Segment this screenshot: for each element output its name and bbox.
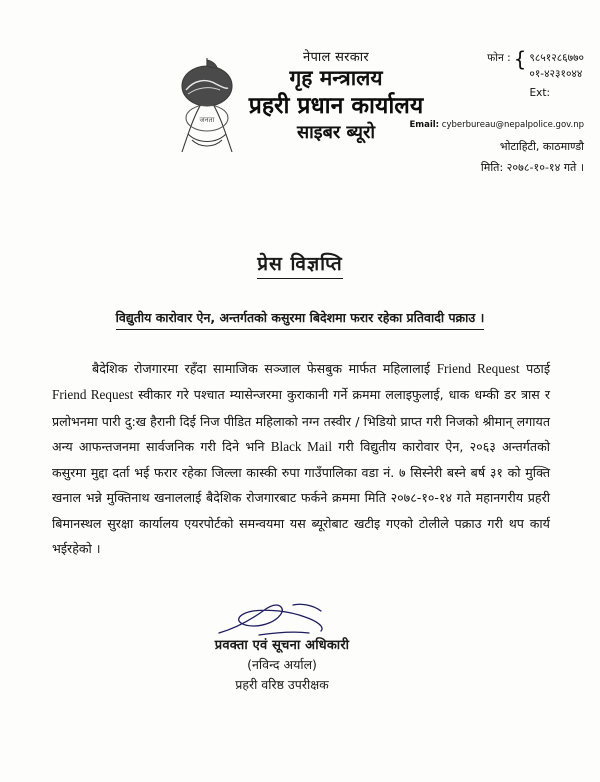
ext-label: Ext: [529,86,550,99]
body-paragraph: बैदेशिक रोजगारमा रहँदा सामाजिक सञ्जाल फेसबुक मार्फत महिलालाई Friend Request पठाई Friend Request स्वीकार गरे पश्चात म्यासेन्जरमा कुराकानी गर्ने क्रममा ललाइफुलाई, धाक धम्की डर त्रास र प्रलोभनमा पारी दु:ख हैरानी दिई निज पीडित महिलाको नग्न तस्वीर / भिडियो प्राप्त गरी निजको श्रीमान् लगायत अन्य आफन्तजनमा सार्वजनिक गरी दिने भनि Black Mail गरी विद्युतीय कारोवार ऐन, २०६३ अन्तर्गतको कसुरमा मुद्दा दर्ता भई फरार रहेका जिल्ला कास्की रुपा गाउँपालिका वडा नं. ७ सिस्नेरी बस्ने बर्ष ३१ को मुक्ति खनाल भन्ने मुक्तिनाथ खनाललाई बैदेशिक रोजगारबाट फर्कने क्रममा मिति २०७८-१०-१४ गते महानगरीय प्रहरी बिमानस्थल सुरक्षा कार्यालय एयरपोर्टको समन्वयमा यस ब्यूरोबाट खटीइ गएको टोलीले पक्राउ गरी थप कार्य भईरहेको । [52,360,550,556]
signature-block [0,599,600,693]
office-line: प्रहरी प्रधान कार्यालय [248,93,424,120]
date-label: मिति: [480,161,504,175]
phone-row [394,47,584,83]
signer-rank: प्रहरी वरिष्ठ उपरीक्षक [235,676,329,692]
phone-label: फोन : [487,52,511,64]
phone-numbers [529,50,584,83]
email-value: cyberbureau@nepalpolice.gov.np [441,119,584,130]
signer-name: (नविन्द अर्याल) [247,656,317,672]
document-date [394,159,584,176]
phone-number-2: ०१-४२३१०४४ [529,68,583,81]
phone-number-1: ९८५१२८६७७० [529,52,584,64]
signer-role: प्रवक्ता एवं सूचना अधिकारी [214,637,350,653]
handwritten-signature-icon [197,599,367,639]
title-area [0,250,600,279]
date-value: २०७८-१०-१४ गते । [506,161,584,175]
document-subject: विद्युतीय कारोवार ऐन, अन्तर्गतको कसुरमा बिदेशमा फरार रहेका प्रतिवादी पक्राउ । [116,309,485,330]
bureau-line: साइबर ब्यूरो [296,122,376,144]
brace-icon: { [513,47,527,71]
subject-area [0,307,600,330]
page-title: प्रेस विज्ञप्ति [257,250,343,279]
government-line: नेपाल सरकार [302,50,370,65]
email-row [394,119,584,132]
office-address: भोटाहिटी, काठमाण्डौ [499,139,584,153]
body-area [0,356,600,561]
svg-text:जनता: जनता [199,116,215,124]
contact-block [394,47,584,176]
ministry-line: गृह मन्त्रालय [289,66,383,91]
letterhead [0,0,600,204]
email-label: Email: [409,119,440,130]
